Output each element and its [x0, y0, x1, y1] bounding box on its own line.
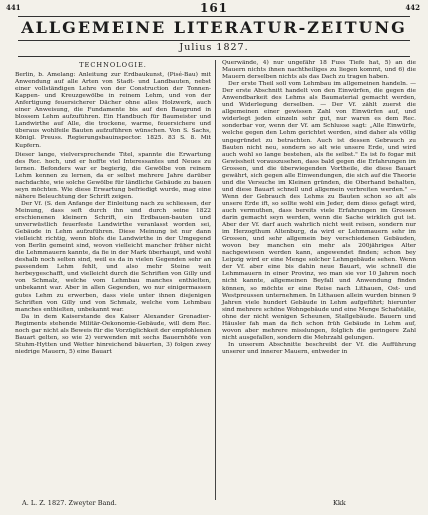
body-paragraph: Dieser lange, vielversprechende Titel, spannte die Erwartung des Rec. hoch, und er hoffte viel Interessantes und Neues zu lernen. Befonders war er begierig, die Gewölbe von reinem Lehm kennen zu lernen, da er selbst mehrere Jahre darüber nachdachte, wie solche Gewölbe für ländliche Gebäude zu bauen seyn möchten. Wie diese Erwartung befriedigt wurde, mag eine nähere Beleuchtung der Schrift zeigen.	[15, 151, 211, 200]
review-heading-paragraph: Berlin, b. Amelang: Anleitung zur Erdbaukunst, (Pisé-Bau) mit Anwendung auf alle Arten von Stadt- und Landbauten, nebst einer vollständigen Lehre von der Construction der Tonnen-Kappen- und Kreuzgewölbe in reinem Lehm, und von der Anfertigung feuersicherer Dächer ohne alles Holzwerk, auch einer Anweisung, die Fundamente bis auf den Baugrund in blossem Lehm aufzuführen. Ein Handbuch für Baumeister und Landwirthe auf Alle, die trockene, warme, feuersichere und überaus wohlfeile Bauten aufzuführen wünschen. Von S. Sachs, Königl. Preuss. Regierungsbauinspector. 1825. 83 S. 8. Mit Kupfern.	[15, 72, 211, 149]
top-rule	[18, 16, 410, 17]
body-paragraph: Der Vf. (S. den Anfange der Einleitung nach zu schliessen, der Meinung, dass seft durch ihn und durch seine 1822 erschienenen kleinern Schrift, ein Erdbauen-bauten und unverwüstlich feuerfeste Landwirthe veranlasst worden sei, Gebäude in Lehm aufzuführen. Diese Meinung ist nur dann vielleicht richtig, wenn blofs die Landwirthe in der Umgegend von Berlin gemeint sind, wovon vielleicht mancher früher nicht die Lehmmauern kannte, da fie in der Mark überhaupt, und wohl deshalb noch selten sind, weil es da in vielen Gegenden sehr an passendem Lehm fehlt, und also mehr Steine weit herbeygeschafft, und vielleicht durch die Schriften von Gilly und von Schmalz, welche vom Lehmbau manches enthielten, unbekannt war. Aber in allen Gegenden, wo nur einigermassen gutes Lehm zu erwerben, dass viele unter ihnen diejenigen Schriften von Gilly und von Schmalz, welche vom Lehmbau manches enthielten, unbekannt war.	[15, 200, 211, 313]
footer-volume: A. L. Z. 1827. Zweyter Band.	[22, 499, 117, 507]
page-number: 161	[199, 1, 229, 15]
left-column-number: 441	[6, 3, 21, 12]
issue-date: Julius 1827.	[179, 42, 249, 53]
left-column	[15, 60, 211, 356]
body-paragraph: Da in dem Kaiserstande des Kaiser Alexander Grenadier-Regiments stehende Militär-Oekonomie-Gebäude, will dem Rec. noch gar nicht als Beweis für die Vorzüglichkeit der empfohlenen Bauart gelten, so wie 2) verwenden mit sechs Bauernhöfe von Stuhm-Hytten und Wetter hinreichend bäuerten, 3) folgen zwey niedrige Mauern, 5) eine Bauart	[15, 313, 211, 355]
section-title: TECHNOLOGIE.	[79, 61, 147, 69]
column-divider	[215, 60, 216, 500]
right-column	[222, 60, 416, 356]
body-paragraph: In unserem Abschnitte beschreibt der Vf. die Aufführung unserer und innerer Mauern, entweder in	[222, 341, 416, 355]
body-paragraph: Der erste Theil soll vom Lehmbau im allgemeinen handeln. — Der erste Abschnitt handelt von den Einwürfen, die gegen die Anwendbarkeit des Lehms als Baumaterial gemacht werden, und Widerlegung derselben. — Der Vf. zählt zuerst die allgemeinen einer gewissen Zahl von Einwürfen auf, und widerlegt jeden einzeln sehr gut, nur waren es dem Rec. sonderbar vor, wenn der Vf. am Schlusse sagt: „Alle Einwürfe, welche gegen den Lehm gerichtet werden, sind daher als völlig ungegründet zu betrachten. Auch ist dessen Gebrauch zu Bauten nicht neu, sondern so alt wie unsere Erde, und wird auch wohl so lange bestehen, als fie selbst." Es ist fo fogar mit Gewissheit vorauszusehen, dass bald gegen die Erfahrungen im Grossen, und die überwiegenden Vortheile, die diese Bauart gewährt, sich gegen alle Einwendungen, die sich auf die Theorie und die Versuche im Kleinen gründen, die Oberhand behalten, und diese Bauart schnell und allgemein verbreiten werden." — Wenn der Gebrauch des Lehms zu Bauten schon so alt als unsere Erde ift, so sollte wohl ein Jeder, dem diess gefagt wird, auch vermuthen, dass bereits viele Erfahrungen im Grossen darin gemacht seyn werden, wenn die Sache wirklich gut ist. Aber der Vf. darf auch wahrlich nicht weit reisen, sondern nur im Herzogthum Altenburg, da wird er Lehmmauern sehr im Grossen, und sehr allgemein bey verschiedenen Gebäuden, wovon bey manchen ein mehr als 200jähriges Alter nachgewiesen werden kann, angewendet finden; schon bey Leipzig wird er eine Menge solcher Lehmgebäude sehen. Wenn der Vf. aber eine bis dahin neue Bauart, wie schnell die Lehmmauern in einer Provinz, wo man sie vor 10 Jahren noch nicht kannte, allgemeinen Beyfall und Anwendung finden können, so möchte er eine Reise nach Lithauen, Ost- und Westpreussen unternehmen. In Lithauen allein wurden binnen 9 Jahren viele hundert Gebäude in Lehm aufgeführt; hierunter sind mehrere schöne Wohngebäude und eine Menge Schafställe, ohne der nicht wenigen Scheunen, Stallgebäude. Bauern und Häusler fah man da fich schon früh Gebäude in Lehm auf, wovon aber mehrere misslungen, folglich die geringere Zahl nicht ausgefallen, sondern die Mehrzahl gelungen.	[222, 81, 416, 341]
footer-signature: Kkk	[333, 499, 346, 507]
masthead-rule	[18, 40, 410, 41]
body-paragraph: Querwände, 4) nur ungefähr 18 Fuss Tiefe hat, 5) an die Mauern nichts ihnen nachtheiliges zu liegen kommt, und 6) die Mauern derselben nichts als das Dach zu tragen haben.	[222, 60, 416, 81]
issue-rule	[18, 56, 410, 57]
masthead-title: ALLGEMEINE LITERATUR-ZEITUNG	[21, 18, 407, 37]
right-column-number: 442	[405, 3, 420, 12]
